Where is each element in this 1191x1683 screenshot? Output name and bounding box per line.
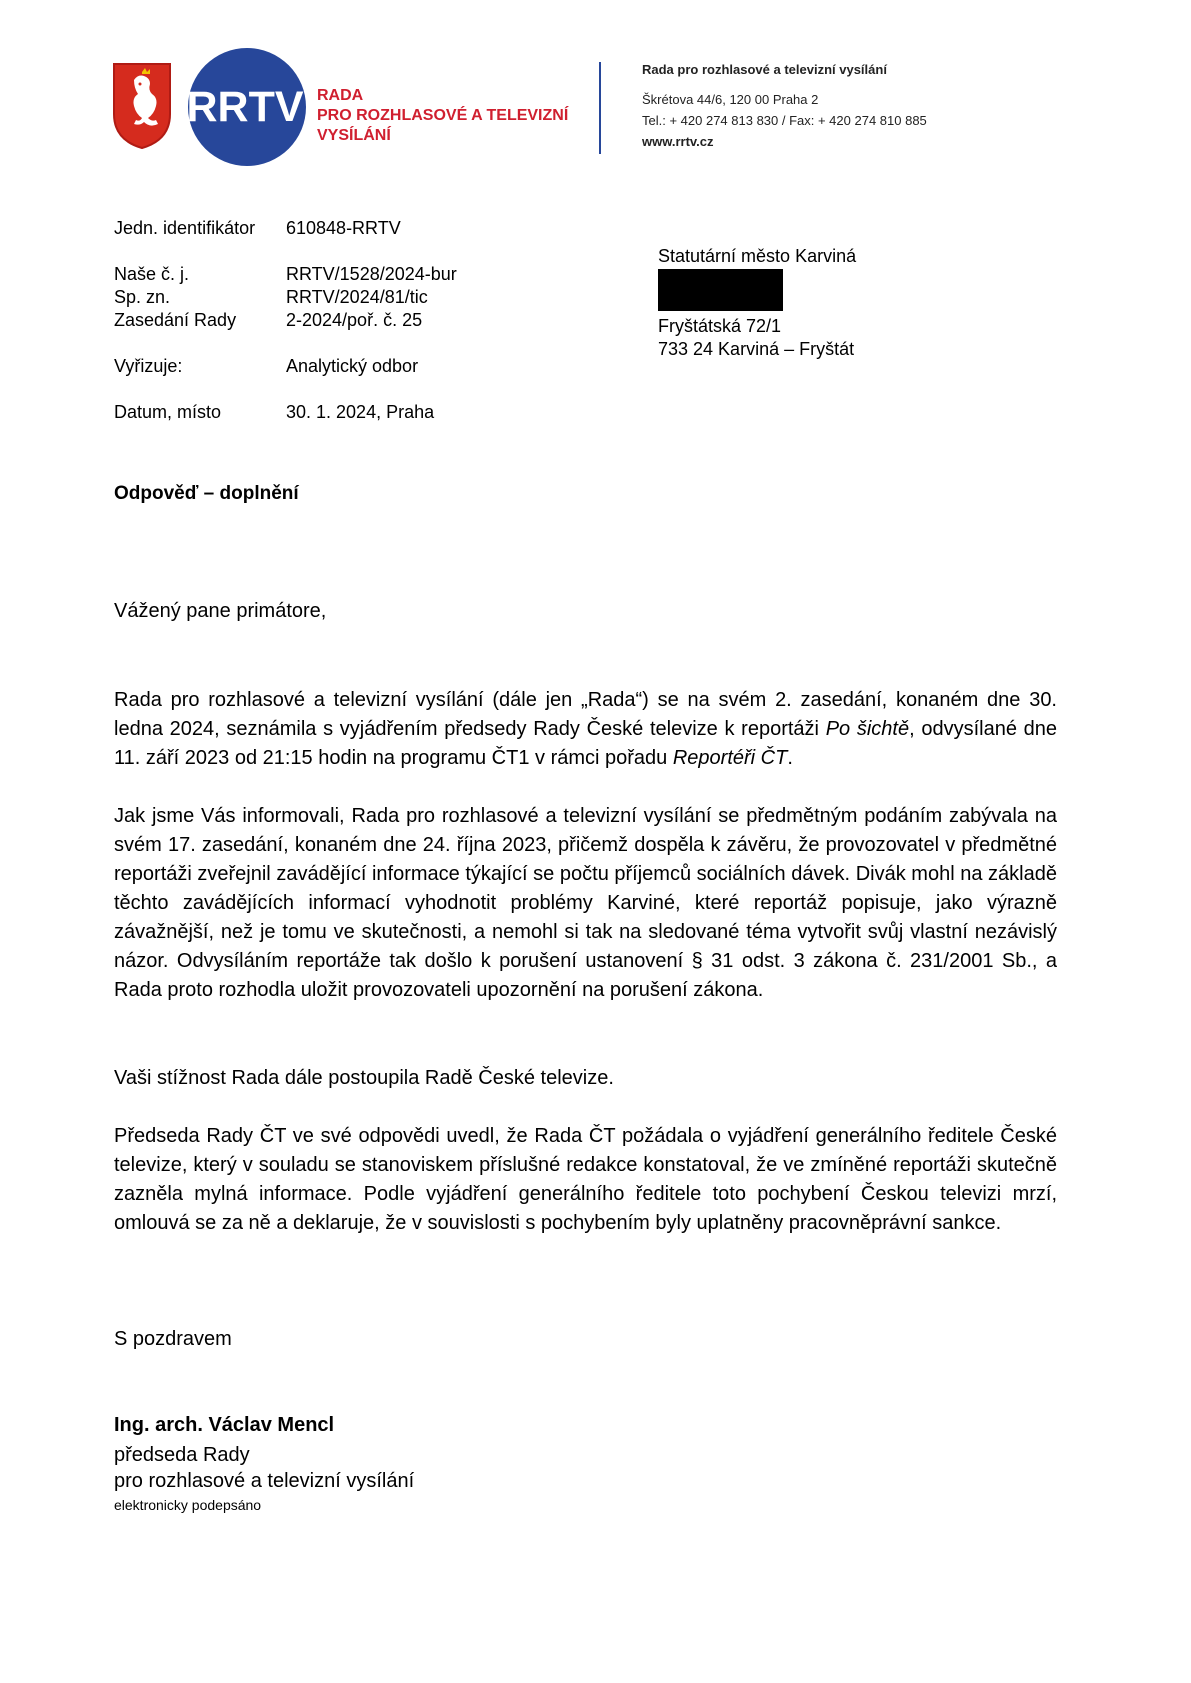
p1-text-a: Rada pro rozhlasové a televizní vysílání (dále jen „Rada“) se na svém 2. zasedání, konaném dne 30. ledna 2024, seznámila s vyjádřením předsedy Rady České televize k reportáži <box>114 689 1057 740</box>
p1-italic-program: Reportéři ČT <box>672 747 788 769</box>
closing: S pozdravem <box>114 1328 232 1350</box>
zasedani-value: 2-2024/poř. č. 25 <box>286 310 423 330</box>
paragraph-3: Vaši stížnost Rada dále postoupila Radě České televize. <box>114 1067 614 1089</box>
vyrizuje-label: Vyřizuje: <box>114 356 183 376</box>
czech-coat-of-arms-icon <box>112 62 172 150</box>
header-web-link[interactable]: www.rrtv.cz <box>642 134 714 149</box>
sp-value: RRTV/2024/81/tic <box>286 287 428 307</box>
org-name-line2: PRO ROZHLASOVÉ A TELEVIZNÍ <box>317 107 569 124</box>
signatory-title1: předseda Rady <box>114 1444 250 1466</box>
p1-italic-title: Po šichtě <box>825 718 910 740</box>
org-name-line3: VYSÍLÁNÍ <box>317 127 391 144</box>
letter-subject: Odpověď – doplnění <box>114 483 299 504</box>
signatory-name: Ing. arch. Václav Mencl <box>114 1414 335 1436</box>
rrtv-logo <box>188 48 306 166</box>
paragraph-1 <box>114 686 1057 773</box>
jedn-label: Jedn. identifikátor <box>114 218 256 238</box>
paragraph-2: Jak jsme Vás informovali, Rada pro rozhlasové a televizní vysílání se předmětným podáním zabývala na svém 17. zasedání, konaném dne 24. října 2023, přičemž dospěla k závěru, že provozovatel v předmětné reportáži zveřejnil zavádějící informace týkající se počtu příjemců sociálních dávek. Divák mohl na základě těchto zavádějících informací vyhodnotit problémy Karviné, které reportáž popisuje, jako výrazně závažnější, než je tomu ve skutečnosti, a nemohl si tak na sledované téma vytvořit svůj vlastní nezávislý názor. Odvysíláním reportáže tak došlo k porušení ustanovení § 31 odst. 3 zákona č. 231/2001 Sb., a Rada proto rozhodla uložit provozovateli upozornění na porušení zákona. <box>114 805 1057 1001</box>
header-divider <box>599 62 601 154</box>
header-title: Rada pro rozhlasové a televizní vysílání <box>642 62 887 77</box>
datum-value: 30. 1. 2024, Praha <box>286 402 435 422</box>
zasedani-label: Zasedání Rady <box>114 310 237 330</box>
datum-label: Datum, místo <box>114 402 222 422</box>
jedn-value: 610848-RRTV <box>286 218 401 238</box>
org-name <box>317 86 568 146</box>
sp-label: Sp. zn. <box>114 287 171 307</box>
header-contact <box>642 62 927 152</box>
paragraph-4: Předseda Rady ČT ve své odpovědi uvedl, že Rada ČT požádala o vyjádření generálního ředitele České televize, který v souladu se stanoviskem příslušné redakce konstatoval, že ve zmíněné reportáži skutečně zazněla mylná informace. Podle vyjádření generálního ředitele toto pochybení Českou televizi mrzí, omlouvá se za ně a deklaruje, že v souvislosti s pochybením byly uplatněny pracovněprávní sankce. <box>114 1125 1057 1234</box>
org-name-line1: RADA <box>317 87 364 104</box>
recipient-line3: Fryštátská 72/1 <box>658 316 782 336</box>
vyrizuje-value: Analytický odbor <box>286 356 419 376</box>
recipient-line4: 733 24 Karviná – Fryštát <box>658 339 855 359</box>
greeting: Vážený pane primátore, <box>114 600 327 622</box>
logo-text: RRTV <box>186 82 304 131</box>
recipient-line1: Statutární město Karviná <box>658 246 857 266</box>
header-phone: Tel.: + 420 274 813 830 / Fax: + 420 274 810 885 <box>642 113 927 128</box>
p1-text-b: , odvysílané dne 11. září 2023 od 21:15 hodin na programu ČT1 v rámci pořadu <box>114 718 1058 769</box>
redacted-block <box>658 269 783 311</box>
header-address: Škrétova 44/6, 120 00 Praha 2 <box>642 92 819 107</box>
signature-note: elektronicky podepsáno <box>114 1497 262 1513</box>
p1-text-c: . <box>787 747 793 769</box>
signatory-title2: pro rozhlasové a televizní vysílání <box>114 1470 415 1492</box>
nase-label: Naše č. j. <box>114 264 190 284</box>
nase-value: RRTV/1528/2024-bur <box>286 264 457 284</box>
